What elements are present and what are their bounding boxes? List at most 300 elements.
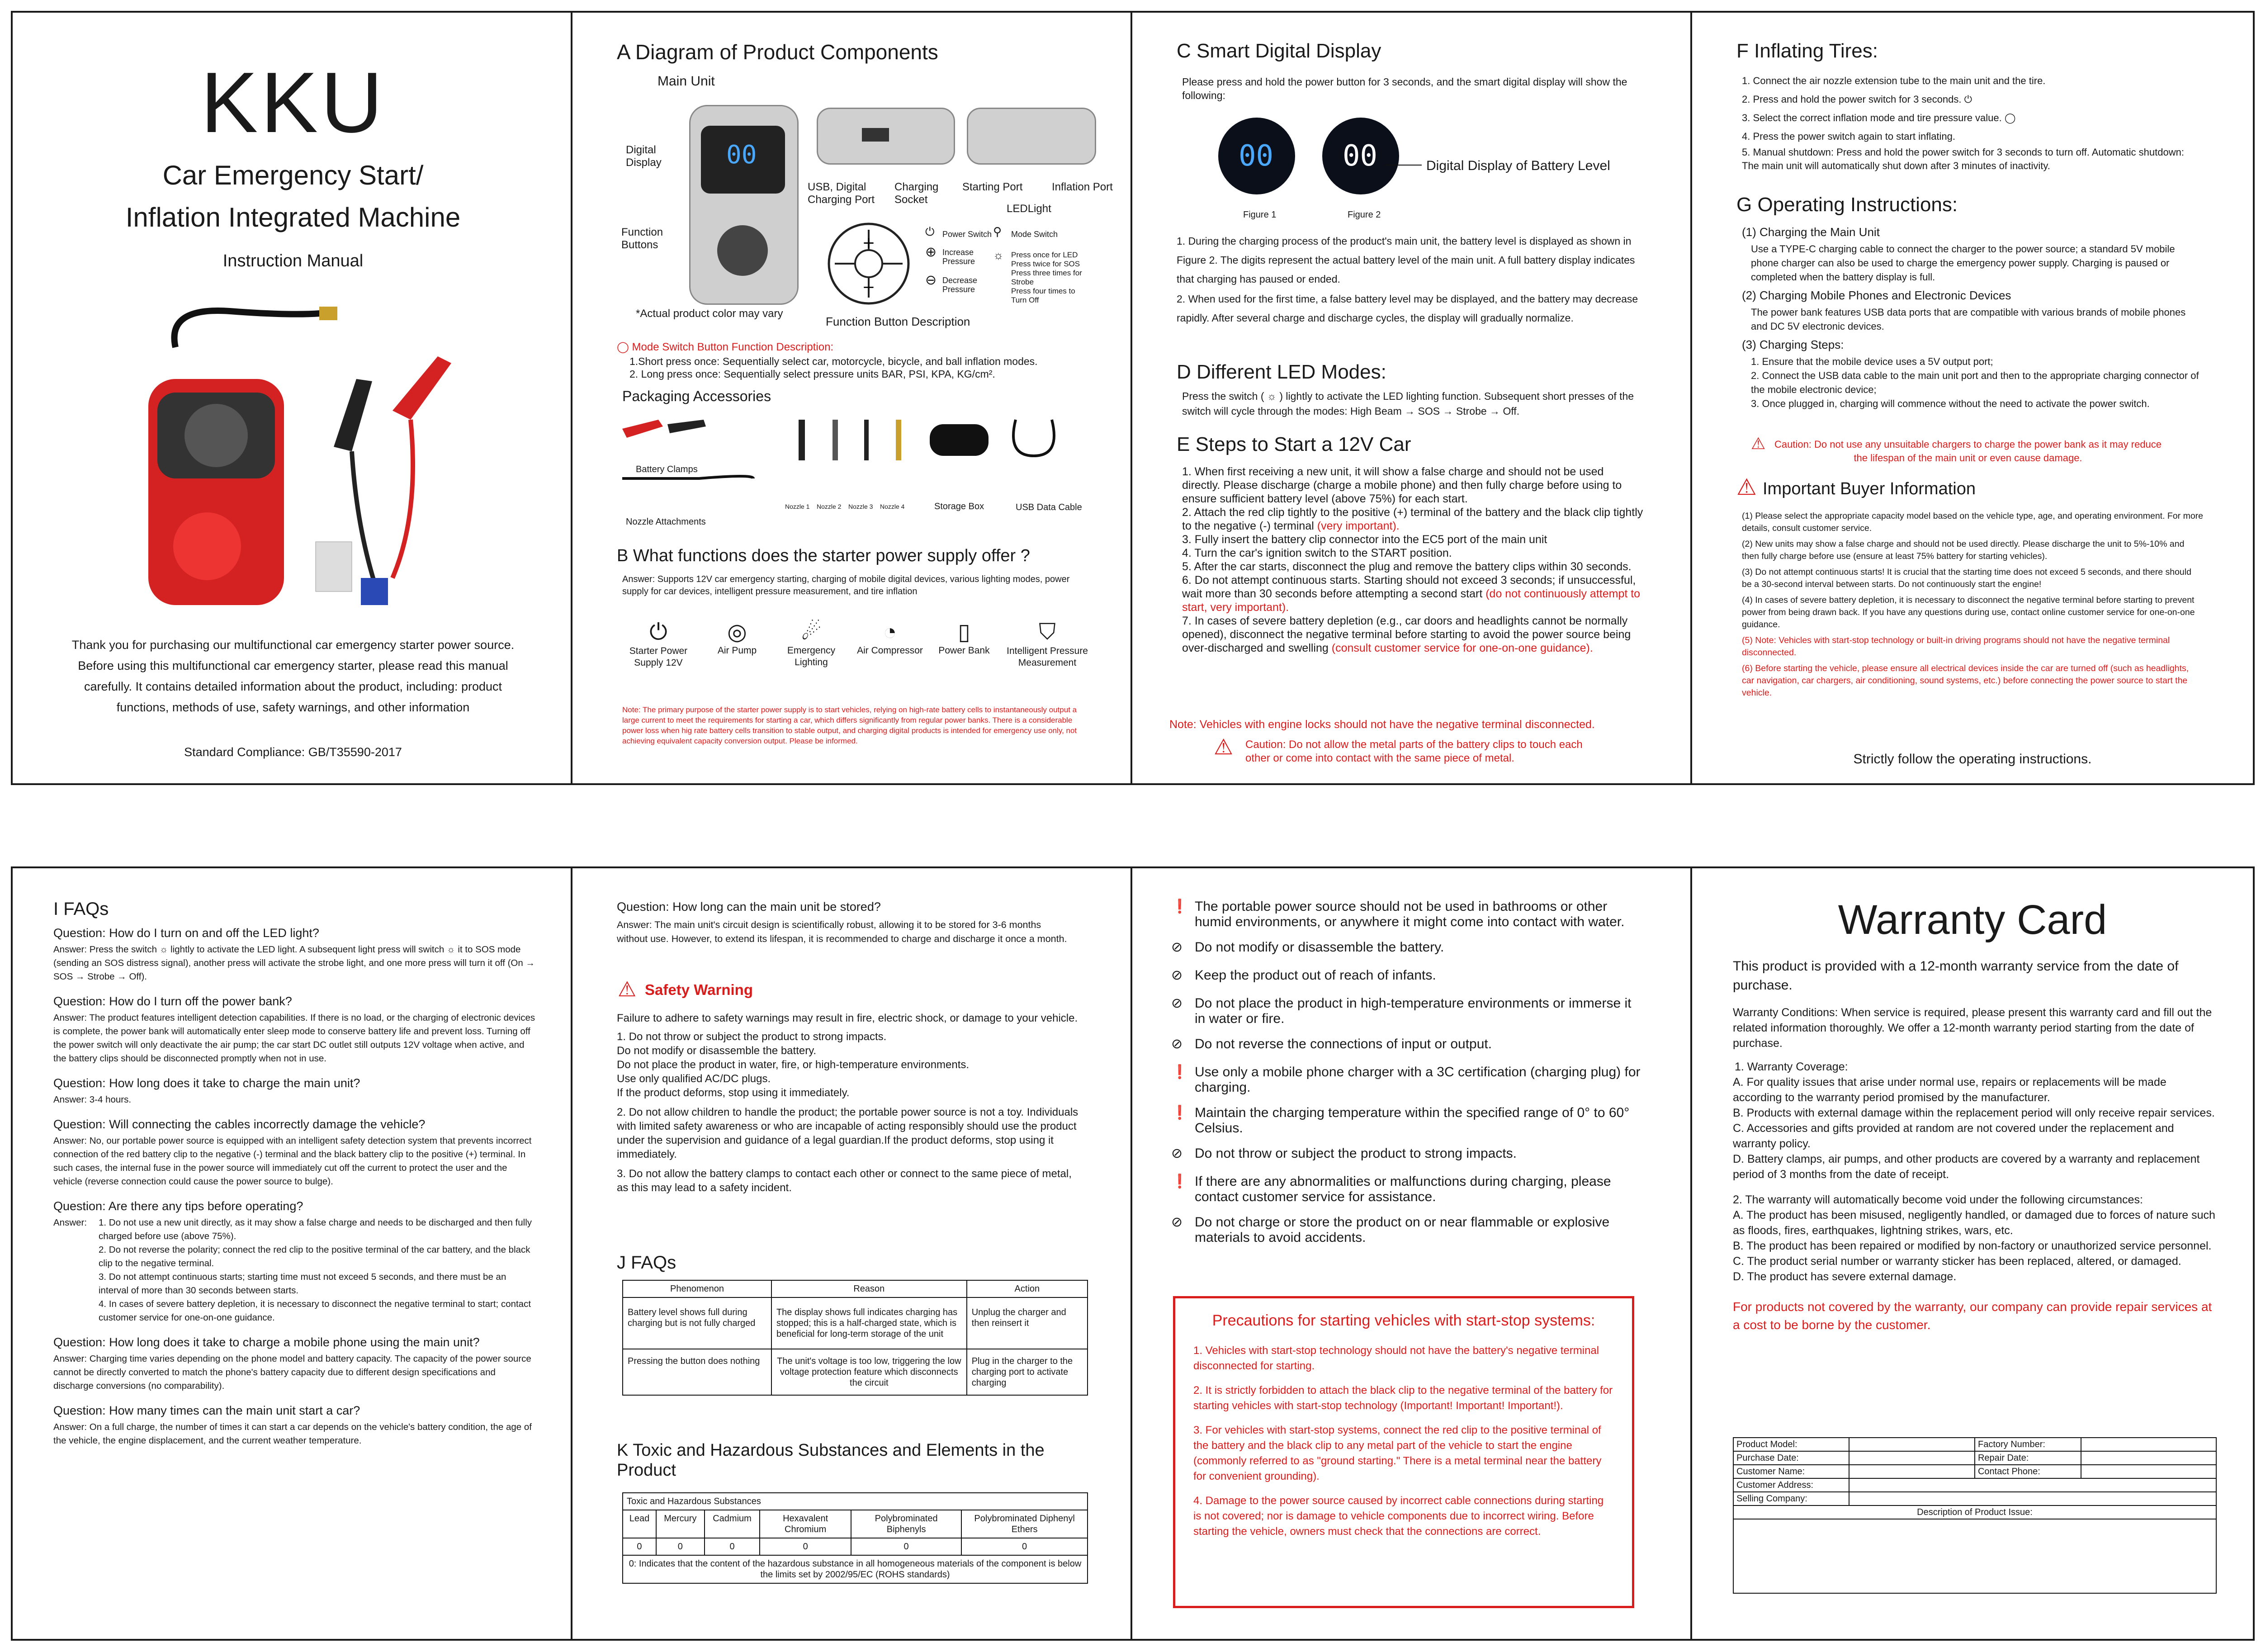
clamp-cable: [393, 420, 413, 578]
form-label: Selling Company:: [1733, 1492, 1849, 1505]
led-icon: ☼: [993, 248, 1004, 262]
faq-a5-label: Answer:: [53, 1217, 87, 1228]
warning-item: [1171, 899, 1643, 930]
warning-item: [1171, 1037, 1643, 1055]
step-7-text: 7. In cases of severe battery depletion (e.g., car doors and headlights cannot be normally opened), disconnect the negative terminal before starting to avoid the power source being over-discharged and swelling: [1182, 615, 1631, 654]
warnings-panel: [1130, 866, 1695, 1641]
svg-text:−: −: [862, 278, 875, 296]
buyer-info-4: (4) In cases of severe battery depletion, it is necessary to disconnect the negative terminal before starting to prevent power from being drawn back. If you have any questions during use, contact online customer service for one-on-one guidance.: [1742, 595, 2195, 630]
packaging-title: Packaging Accessories: [622, 388, 771, 404]
power-switch-label: Power Switch: [942, 230, 992, 239]
buyer-info-6: (6) Before starting the vehicle, please ensure all electrical devices inside the car are turned off (such as headlights, car navigation, car chargers, air conditioning, sound systems, etc.) before connecting the power source to start the vehicle.: [1742, 663, 2189, 698]
prohibited-icon: ⊘: [1171, 1215, 1183, 1230]
inflate-step-4: 4. Press the power switch again to start inflating.: [1742, 131, 1956, 142]
prohibited-icon: ⊘: [1171, 996, 1183, 1011]
step-7: [1182, 614, 1643, 655]
warning-item: [1171, 1146, 1643, 1164]
warning-item: [1171, 996, 1643, 1027]
starting-port-label: Starting Port: [962, 181, 1023, 193]
table-cell: 0: [623, 1538, 656, 1555]
power-switch-icon: ⏻: [925, 225, 935, 238]
table-header: Polybrominated Diphenyl Ethers: [961, 1510, 1088, 1538]
function-item-label: Air Compressor: [857, 645, 923, 656]
table-header: Reason: [771, 1280, 967, 1297]
faq-q6: Question: How long does it take to charge a mobile phone using the main unit?: [53, 1335, 480, 1349]
form-label: Description of Product Issue:: [1733, 1505, 2216, 1519]
k-table: [622, 1492, 1088, 1584]
precautions-title: Precautions for starting vehicles with start-stop systems:: [1212, 1312, 1595, 1329]
precaution-2: 2. It is strictly forbidden to attach the black clip to the negative terminal of the battery for starting vehicles with start-stop technology (Important! Important! Important!).: [1193, 1384, 1613, 1412]
table-row: [623, 1297, 1088, 1349]
faq-q5: Question: Are there any tips before operating?: [53, 1199, 303, 1213]
warning-text: The portable power source should not be used in bathrooms or other humid environments, or anywhere it might come into contact with water.: [1195, 899, 1625, 929]
table-header-row: [623, 1510, 1088, 1538]
coverage-c: C. Accessories and gifts provided at random are not covered under the replacement and warranty policy.: [1733, 1122, 2174, 1150]
inflate-step-5: 5. Manual shutdown: Press and hold the power switch for 3 seconds to turn off. Automatic shutdown: The main unit will automatically shut down after 3 minutes of inactivity.: [1742, 147, 2184, 171]
function-buttons-label: Function Buttons: [621, 226, 663, 251]
figure-2-label: Figure 2: [1348, 210, 1381, 220]
safety-warning-title: Safety Warning: [645, 981, 753, 998]
power-icon: ⏻: [1964, 94, 1972, 105]
functions-note: Note: The primary purpose of the starter power supply is to start vehicles, relying on high-rate battery cells to instantaneously output a large current to meet the requirements for starting a car, which differs significantly from regular power banks. There is a considerable power loss when hig rate battery cells transition to stable output, and charging digital products is intended for emergency use only, not achieving equivalent capacity conversion output. Please be informed.: [622, 705, 1077, 745]
components-title: A Diagram of Product Components: [617, 40, 938, 64]
step-6: [1182, 573, 1643, 614]
faq-a3: Answer: 3-4 hours.: [53, 1094, 132, 1105]
charger-caution-icon: ⚠: [1751, 434, 1766, 453]
nozzle-2: [833, 420, 838, 460]
buyer-info-1: (1) Please select the appropriate capacity model based on the vehicle type, age, and operating environment. For more details, consult customer service.: [1742, 511, 2204, 533]
void-c: C. The product serial number or warranty sticker has been replaced, altered, or damaged.: [1733, 1255, 2181, 1268]
color-note: *Actual product color may vary: [636, 308, 783, 320]
faq-q7: Question: How many times can the main unit start a car?: [53, 1404, 360, 1417]
faq-a5-3: 3. Do not attempt continuous starts; starting time must not exceed 5 seconds, and there must be an interval of more than 30 seconds between starts.: [99, 1272, 506, 1296]
function-item-compressor: [854, 619, 926, 669]
engine-lock-note: Note: Vehicles with engine locks should not have the negative terminal disconnected.: [1169, 718, 1595, 731]
safety-1: 1. Do not throw or subject the product to strong impacts.: [617, 1031, 887, 1043]
cover-panel: [11, 11, 575, 785]
purchase-date-field[interactable]: [1849, 1451, 1975, 1465]
product-illustration: [139, 289, 465, 614]
form-label: Purchase Date:: [1733, 1451, 1849, 1465]
mode-switch-1: 1.Short press once: Sequentially select car, motorcycle, bicycle, and ball inflation modes.: [629, 355, 1038, 367]
increase-label: Increase Pressure: [942, 248, 975, 266]
factory-number-field[interactable]: [2081, 1438, 2216, 1451]
display-digits: 00: [726, 140, 757, 170]
table-cell: 0: [961, 1538, 1088, 1555]
clamp-caution: Caution: Do not allow the metal parts of the battery clips to touch each other or come into contact with the same piece of metal.: [1245, 738, 1583, 764]
step-4: 4. Turn the car's ignition switch to the START position.: [1182, 547, 1452, 559]
follow-instructions: Strictly follow the operating instructions.: [1853, 752, 2092, 767]
warning-item: [1171, 940, 1643, 958]
op-2-title: (2) Charging Mobile Phones and Electronic Devices: [1742, 289, 2011, 302]
j-faq-table: [622, 1280, 1088, 1396]
customer-name-field[interactable]: [1849, 1465, 1975, 1478]
table-row: [623, 1349, 1088, 1395]
buyer-info-icon: ⚠: [1736, 474, 1757, 500]
display-para-1: 1. During the charging process of the product's main unit, the battery level is displayed as shown in Figure 2. The digits represent the actual battery level of the main unit. A full battery display indicates that charging has paused or ended.: [1177, 235, 1635, 285]
buyer-info-2: (2) New units may show a false charge and should not be used directly. Please discharge the unit to 5%-10% and then fully charge before use (ensure at least 75% battery for starting vehicles).: [1742, 539, 2185, 561]
coverage-b: B. Products with external damage within the replacement period will only receive repair services.: [1733, 1107, 2215, 1119]
button-pad: [173, 512, 241, 580]
inflate-list: [1742, 71, 2203, 173]
inflation-port-label: Inflation Port: [1052, 181, 1113, 193]
battery-level-label: Digital Display of Battery Level: [1426, 158, 1610, 173]
safety-panel: [571, 866, 1135, 1641]
storage-answer: Answer: The main unit's circuit design is scientifically robust, allowing it to be stored for 3-6 months without use. However, to extend its lifespan, it is recommended to charge and discharge it once a month.: [617, 919, 1067, 944]
warning-text: Do not reverse the connections of input or output.: [1195, 1037, 1492, 1051]
function-item-starter: [622, 619, 695, 669]
storage-question: Question: How long can the main unit be stored?: [617, 900, 881, 914]
function-icons-row: [622, 619, 1093, 669]
charging-socket-label: Charging Socket: [894, 181, 939, 206]
inflate-step-1: 1. Connect the air nozzle extension tube to the main unit and the tire.: [1742, 75, 2046, 86]
safety-2: 2. Do not allow children to handle the product; the portable power source is not a toy. Individuals with limited safety awareness or who are incapable of acting responsibly should use the product under the supervision and guidance of a legal guardian.If the product deforms, stop using it immediately.: [617, 1106, 1078, 1160]
op-3-step-2: 2. Connect the USB data cable to the main unit port and then to the appropriate charging connector of the mobile electronic device;: [1751, 370, 2199, 395]
warranty-conditions: Warranty Conditions: When service is required, please present this warranty card and fill out the related information thoroughly. We offer a 12-month warranty period starting from the date of purchase.: [1733, 1006, 2212, 1050]
inflate-title: F Inflating Tires:: [1736, 40, 1878, 62]
faq-panel: [11, 866, 575, 1641]
precaution-1: 1. Vehicles with start-stop technology should not have the battery's negative terminal disconnected for starting.: [1193, 1344, 1599, 1372]
form-row: [1733, 1465, 2216, 1478]
warning-item: [1171, 1215, 1643, 1245]
red-clamp: [393, 356, 451, 420]
warnings-list: [1171, 899, 1643, 1255]
nozzle-1-label: Nozzle 1: [785, 503, 810, 510]
table-cell: 0: [656, 1538, 705, 1555]
gauge-icon: ◔: [883, 619, 897, 644]
table-cell: Pressing the button does nothing: [623, 1349, 771, 1395]
main-unit-label: Main Unit: [657, 74, 715, 89]
black-clamp: [334, 379, 372, 451]
mode-switch-title-text: Mode Switch Button Function Description:: [632, 341, 834, 353]
faq-q4: Question: Will connecting the cables incorrectly damage the vehicle?: [53, 1117, 426, 1131]
faq-a5-1: 1. Do not use a new unit directly, as it may show a false charge and needs to be discharged and then fully charged before use (above 75%).: [99, 1217, 532, 1241]
k-title: K Toxic and Hazardous Substances and Elements in the Product: [617, 1441, 1045, 1480]
inflate-step-2: [1742, 90, 2203, 109]
cover-title-2: Inflation Integrated Machine: [125, 202, 461, 232]
no-children-icon: ⊘: [1171, 968, 1183, 983]
warranty-title: Warranty Card: [1838, 897, 2107, 943]
figure-2-digits: 00: [1343, 139, 1378, 173]
warning-item: [1171, 1174, 1643, 1205]
ledlight-label: LEDLight: [1007, 203, 1051, 215]
warning-text: Use only a mobile phone charger with a 3C certification (charging plug) for charging.: [1195, 1065, 1641, 1095]
precautions-box: [1173, 1296, 1634, 1608]
inflate-step-3: [1742, 109, 2203, 127]
buyer-info-3: (3) Do not attempt continuous starts! It is crucial that the starting time does not exceed 5 seconds, and there should be a 30-second interval between starts. Do not continuously start the engine!: [1742, 567, 2191, 589]
op-2-text: The power bank features USB data ports that are compatible with various brands of mobile phones and DC 5V electronic devices.: [1751, 307, 2186, 332]
mode-switch-bullet-icon: ◯: [617, 341, 632, 353]
table-header: Toxic and Hazardous Substances: [623, 1493, 1088, 1510]
usb-port-label: USB, Digital Charging Port: [808, 181, 875, 206]
air-hose: [175, 311, 321, 347]
step-2-text: 2. Attach the red clip tightly to the positive (+) terminal of the battery and the black clip tightly to the negative (-) terminal: [1182, 506, 1643, 532]
accessories-illustration: [618, 411, 1115, 501]
table-cell: 0: [760, 1538, 851, 1555]
faq-a2: Answer: The product features intelligent detection capabilities. If there is no load, or the charging of electronic devices is complete, the power bank will automatically enter sleep mode to conserve battery life and prevent loss. Turning off the power switch will only deactivate the air pump; the car start DC outlet still outputs 12V voltage when active, and the battery clips should be disconnected promptly when not in use.: [53, 1013, 535, 1064]
faq-q1: Question: How do I turn on and off the LED light?: [53, 926, 319, 940]
table-cell: 0: [851, 1538, 961, 1555]
exclamation-icon: ❗: [1171, 1174, 1188, 1189]
step-6-emphasis: (do not continuously attempt to start, very important).: [1182, 587, 1641, 614]
mode-icon: ◯: [2004, 112, 2016, 123]
warning-text: Do not place the product in high-temperature environments or immerse it in water or fire.: [1195, 996, 1632, 1026]
form-label: Customer Address:: [1733, 1478, 1849, 1492]
table-header: Cadmium: [705, 1510, 760, 1538]
form-label: Repair Date:: [1975, 1451, 2081, 1465]
contact-phone-field[interactable]: [2081, 1465, 2216, 1478]
step-3: 3. Fully insert the battery clip connector into the EC5 port of the main unit: [1182, 533, 1547, 546]
inflate-step-3-text: 3. Select the correct inflation mode and tire pressure value.: [1742, 112, 2002, 123]
clamp-cable-black: [352, 451, 374, 582]
form-row: [1733, 1505, 2216, 1519]
warning-text: Maintain the charging temperature within the specified range of 0° to 60° Celsius.: [1195, 1105, 1630, 1136]
functions-answer: Answer: Supports 12V car emergency starting, charging of mobile digital devices, various lighting modes, power supply for car devices, intelligent pressure measurement, and tire inflation: [622, 574, 1070, 596]
mode-switch-2: 2. Long press once: Sequentially select pressure units BAR, PSI, KPA, KG/cm².: [629, 368, 995, 380]
warning-text: Do not charge or store the product on or near flammable or explosive materials to avoid accidents.: [1195, 1215, 1610, 1245]
form-row: [1733, 1492, 2216, 1505]
mode-switch-icon: ⚲: [993, 225, 1002, 238]
table-row: [623, 1555, 1088, 1583]
faq-a5: [53, 1216, 537, 1325]
table-header: Action: [967, 1280, 1088, 1297]
led-press-once: Press once for LED: [1011, 251, 1078, 259]
faq-q3: Question: How long does it take to charge the main unit?: [53, 1076, 360, 1090]
function-item-pressure: [1002, 619, 1093, 669]
step-1: 1. When first receiving a new unit, it will show a false charge and should not be used directly. Please discharge (charge a mobile phone) and then fully charge before using to ensure sufficient battery level (above 75%) for each start.: [1182, 465, 1622, 505]
table-header: Phenomenon: [623, 1280, 771, 1297]
led-press-three: Press three times for Strobe: [1011, 269, 1082, 286]
warranty-form: [1733, 1437, 2217, 1594]
caution-icon: ⚠: [1214, 735, 1234, 759]
operating-title: G Operating Instructions:: [1736, 194, 1958, 216]
buyer-info-title: Important Buyer Information: [1763, 479, 1976, 498]
nozzle-attachments-label: Nozzle Attachments: [626, 517, 706, 527]
selling-company-field[interactable]: [1849, 1492, 2216, 1505]
coverage-d: D. Battery clamps, air pumps, and other products are covered by a warranty and replacement period of 3 months from the date of receipt.: [1733, 1153, 2200, 1181]
safety-3: 3. Do not allow the battery clamps to contact each other or connect to the same piece of metal, as this may lead to a safety incident.: [617, 1168, 1072, 1194]
pointer-line: [1386, 165, 1422, 166]
table-cell: 0: [705, 1538, 760, 1555]
function-button-pad: [717, 225, 768, 276]
usb-cable: [1013, 420, 1054, 456]
standard-compliance: Standard Compliance: GB/T35590-2017: [184, 745, 402, 759]
prohibited-icon: ⊘: [1171, 1037, 1183, 1051]
customer-address-field[interactable]: [1849, 1478, 2216, 1492]
led-press-list: [1011, 251, 1093, 305]
k-table-wrap: [622, 1492, 1088, 1584]
op-3-step-3: 3. Once plugged in, charging will commence without the need to activate the power switch.: [1751, 398, 2150, 409]
cover-title-1: Car Emergency Start/: [162, 160, 424, 190]
function-item-label: Power Bank: [938, 645, 990, 656]
function-item-light: [780, 619, 843, 669]
device-back-illustration: [967, 108, 1096, 165]
void-title: 2. The warranty will automatically become void under the following circumstances:: [1733, 1193, 2143, 1206]
components-panel: [571, 11, 1135, 785]
exclamation-icon: ❗: [1171, 1065, 1188, 1079]
exclamation-icon: ❗: [1171, 899, 1188, 914]
step-2-emphasis: (very important).: [1317, 520, 1400, 532]
air-outlet: [184, 404, 248, 467]
faq-a6: Answer: Charging time varies depending on the phone model and battery capacity. The capacity of the power source cannot be directly converted to match the phone's battery capacity due to different design specifications and discharge conversions (no comparability).: [53, 1354, 531, 1391]
nozzle-3: [864, 420, 869, 460]
void-d: D. The product has severe external damage.: [1733, 1270, 1957, 1283]
display-intro: Please press and hold the power button for 3 seconds, and the smart digital display will show the following:: [1182, 76, 1627, 101]
form-label: Customer Name:: [1733, 1465, 1849, 1478]
inflate-step-2-text: 2. Press and hold the power switch for 3 seconds.: [1742, 94, 1962, 105]
faq-a7: Answer: On a full charge, the number of times it can start a car depends on the vehicle's battery condition, the age of the vehicle, the engine displacement, and the current weather temperature.: [53, 1422, 532, 1446]
warning-text: Do not throw or subject the product to strong impacts.: [1195, 1146, 1517, 1161]
table-header-row: [623, 1280, 1088, 1297]
warranty-body: [1733, 957, 2217, 1334]
function-item-label: Air Pump: [717, 645, 757, 656]
battery-clamp-red: [622, 420, 663, 438]
storage-box-label: Storage Box: [934, 502, 984, 511]
coverage-a: A. For quality issues that arise under normal use, repairs or replacements will be made according to the warranty period promised by the manufacturer.: [1733, 1076, 2166, 1104]
table-cell: Plug in the charger to the charging port to activate charging: [967, 1349, 1088, 1395]
table-cell: The display shows full indicates charging has stopped; this is a half-charged state, which is beneficial for long-term storage of the unit: [771, 1297, 967, 1349]
exclamation-icon: ❗: [1171, 1105, 1188, 1120]
faq-a5-2: 2. Do not reverse the polarity; connect the red clip to the positive terminal of the car battery, and the black clip to the negative terminal.: [99, 1245, 530, 1269]
ec5-connector: [361, 578, 388, 605]
flashlight-icon: ☄: [801, 619, 822, 644]
safety-1b: Do not modify or disassemble the battery.: [617, 1045, 817, 1057]
op-1-text: Use a TYPE-C charging cable to connect the charger to the power source; a standard 5V mobile phone charger can also be used to charge the emergency power supply. Charging is paused or completed when the battery display is full.: [1751, 243, 2175, 283]
safety-intro: Failure to adhere to safety warnings may result in fire, electric shock, or damage to your vehicle.: [617, 1012, 1078, 1024]
led-press-four: Press four times to Turn Off: [1011, 287, 1075, 304]
function-item-label: Starter Power Supply 12V: [629, 646, 688, 668]
warning-text: If there are any abnormalities or malfunctions during charging, please contact customer service for assistance.: [1195, 1174, 1611, 1204]
faq-list: [53, 926, 537, 1450]
table-cell: The unit's voltage is too low, triggering the low voltage protection feature which disconnects the circuit: [771, 1349, 967, 1395]
function-item-powerbank: [937, 619, 991, 669]
form-label: Factory Number:: [1975, 1438, 2081, 1451]
warning-item: [1171, 968, 1643, 986]
issue-description-field[interactable]: [1733, 1519, 2216, 1593]
display-panel: [1130, 11, 1695, 785]
cover-subtitle: Instruction Manual: [222, 251, 364, 270]
function-desc-label: Function Button Description: [826, 315, 970, 328]
warning-item: [1171, 1105, 1643, 1136]
product-model-field[interactable]: [1849, 1438, 1975, 1451]
decrease-label: Decrease Pressure: [942, 276, 978, 294]
form-label: Contact Phone:: [1975, 1465, 2081, 1478]
figure-1-label: Figure 1: [1243, 210, 1277, 220]
display-title: C Smart Digital Display: [1177, 40, 1381, 62]
tire-icon: ◎: [727, 619, 747, 644]
form-row: [1733, 1478, 2216, 1492]
nozzle-1: [799, 420, 805, 460]
mode-switch-title: [617, 341, 833, 354]
warning-text: Keep the product out of reach of infants.: [1195, 968, 1436, 983]
precaution-4: 4. Damage to the power source caused by incorrect cable connections during starting is not covered; nor is damage to vehicle components due to incorrect wiring. Before starting the vehicle, owners must check that the connections are correct.: [1193, 1495, 1604, 1538]
usb-port: [862, 128, 889, 142]
form-label: Product Model:: [1733, 1438, 1849, 1451]
led-modes-text: Press the switch ( ☼ ) lightly to activate the LED lighting function. Subsequent short presses of the switch will cycle through the modes: High Beam → SOS → Strobe → Off.: [1182, 390, 1634, 417]
faq-title: I FAQs: [53, 899, 109, 919]
safety-1c: Do not place the product in water, fire, or high-temperature environments.: [617, 1059, 970, 1071]
minus-icon: ⊖: [925, 273, 937, 288]
warranty-form-table: [1733, 1437, 2217, 1594]
faq-q2: Question: How do I turn off the power bank?: [53, 994, 292, 1008]
usb-cable-label: USB Data Cable: [1016, 502, 1082, 512]
shield-check-icon: ⛉: [1039, 619, 1056, 644]
function-item-pump: [705, 619, 769, 669]
battery-clamps-label: Battery Clamps: [636, 464, 698, 474]
prohibited-icon: ⊘: [1171, 940, 1183, 955]
mode-switch-label: Mode Switch: [1011, 230, 1058, 239]
warranty-panel: [1690, 866, 2255, 1641]
void-b: B. The product has been repaired or modified by non-factory or unauthorized service personnel.: [1733, 1240, 2212, 1252]
op-3-step-1: 1. Ensure that the mobile device uses a 5V output port;: [1751, 356, 1993, 367]
functions-title: B What functions does the starter power supply offer ?: [617, 546, 1030, 565]
plus-icon: ⊕: [925, 245, 937, 260]
table-cell: Battery level shows full during charging but is not fully charged: [623, 1297, 771, 1349]
precaution-3: 3. For vehicles with start-stop systems, connect the red clip to the positive terminal of the battery and the black clip to any metal part of the vehicle to start the engine (commonly referred to as "ground starting." There is a metal terminal near the battery for convenient grounding).: [1193, 1424, 1602, 1482]
form-row: [1733, 1519, 2216, 1593]
brand-logo: KKU: [200, 55, 386, 151]
table-header: Mercury: [656, 1510, 705, 1538]
repair-date-field[interactable]: [2081, 1451, 2216, 1465]
svg-text:+: +: [862, 234, 875, 252]
safety-1d: Use only qualified AC/DC plugs.: [617, 1073, 771, 1085]
faq-a4: Answer: No, our portable power source is equipped with an intelligent safety detection system that prevents incorrect connection of the red battery clip to the negative (-) terminal and the black battery clip to the positive (+) terminal. In such cases, the internal fuse in the power source will immediately cut off the current to protect the user and the vehicle (reverse connection could cause the power source to bulge).: [53, 1136, 532, 1187]
function-button-diagram: [826, 221, 912, 307]
faq-a5-list: [99, 1216, 537, 1325]
table-row: [623, 1538, 1088, 1555]
function-item-label: Intelligent Pressure Measurement: [1007, 646, 1088, 668]
faq-a1: Answer: Press the switch ☼ lightly to activate the LED light. A subsequent light press will switch ☼ it to SOS mode (sending an SOS distress signal), another press will activate the strobe light, and one more press will turn it off (On → SOS → Strobe → Off).: [53, 944, 535, 982]
faq-a5-4: 4. In cases of severe battery depletion, it is necessary to disconnect the negative terminal to start; contact customer service for one-on-one guidance.: [99, 1299, 531, 1323]
step-6-text: 6. Do not attempt continuous starts. Starting should not exceed 3 seconds; if unsuccessful, wait more than 30 seconds before attempting a second start: [1182, 574, 1636, 600]
table-header: Lead: [623, 1510, 656, 1538]
battery-icon: ▯: [958, 619, 970, 644]
starter-icon: ⏻: [649, 619, 667, 644]
digital-display-label: Digital Display: [626, 144, 662, 169]
safety-warning-icon: ⚠: [618, 977, 637, 1001]
warning-text: Do not modify or disassemble the battery.: [1195, 940, 1444, 955]
table-cell: Unplug the charger and then reinsert it: [967, 1297, 1088, 1349]
charger-caution: Caution: Do not use any unsuitable chargers to charge the power bank as it may reduce the lifespan of the main unit or even cause damage.: [1774, 439, 2162, 464]
steps-list: [1182, 465, 1643, 655]
table-header-row: [623, 1493, 1088, 1510]
step-7-emphasis: (consult customer service for one-on-one guidance).: [1331, 642, 1593, 654]
inflate-panel: [1690, 11, 2255, 785]
step-2: [1182, 506, 1643, 533]
steps-title: E Steps to Start a 12V Car: [1177, 433, 1411, 455]
op-1-title: (1) Charging the Main Unit: [1742, 225, 1880, 239]
prohibited-icon: ⊘: [1171, 1146, 1183, 1161]
function-item-label: Emergency Lighting: [787, 645, 836, 667]
led-modes-title: D Different LED Modes:: [1177, 361, 1386, 383]
safety-list: [617, 1011, 1083, 1195]
figure-1-digits: 00: [1239, 139, 1274, 173]
operating-body: [1742, 225, 2203, 411]
void-a: A. The product has been misused, negligently handled, or damaged due to forces of nature such as floods, fires, earthquakes, lightning strikes, wars, etc.: [1733, 1209, 2215, 1237]
table-header: Polybrominated Biphenyls: [851, 1510, 961, 1538]
display-para-2: 2. When used for the first time, a false battery level may be displayed, and the battery may decrease rapidly. After several charge and discharge cycles, the display will gradually normalize.: [1177, 293, 1638, 324]
table-header: Hexavalent Chromium: [760, 1510, 851, 1538]
led-press-twice: Press twice for SOS: [1011, 260, 1080, 268]
j-faq-table-wrap: [622, 1280, 1088, 1396]
buyer-info-5: (5) Note: Vehicles with start-stop technology or built-in driving programs should not have the negative terminal disconnected.: [1742, 635, 2170, 658]
nozzle-4-label: Nozzle 4: [880, 503, 905, 510]
op-3-title: (3) Charging Steps:: [1742, 338, 1844, 351]
warranty-intro: This product is provided with a 12-month warranty service from the date of purchase.: [1733, 959, 2179, 993]
cover-intro: Thank you for purchasing our multifunctional car emergency starter power source. Before using this multifunctional car emergency starter, please read this manual carefully. It contains detailed information about the product, including: product functions, methods of use, safety warnings, and other information: [71, 638, 515, 714]
warning-item: [1171, 1065, 1643, 1095]
storage-box: [930, 424, 989, 456]
